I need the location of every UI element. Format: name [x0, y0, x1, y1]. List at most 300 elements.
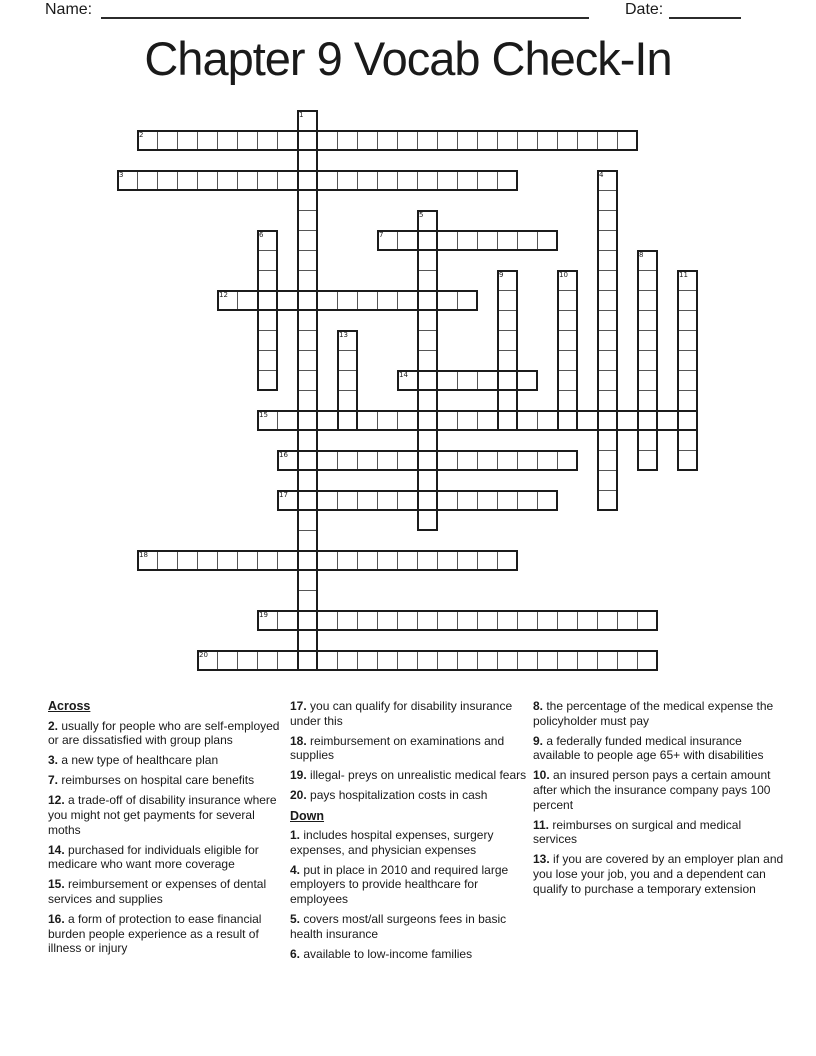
grid-cell[interactable] [257, 270, 278, 291]
grid-cell[interactable] [417, 430, 438, 451]
grid-cell[interactable] [297, 290, 318, 311]
grid-cell[interactable] [297, 630, 318, 651]
grid-cell[interactable] [417, 170, 438, 191]
grid-cell[interactable] [457, 170, 478, 191]
grid-cell[interactable] [277, 130, 298, 151]
grid-cell[interactable] [297, 390, 318, 411]
grid-cell[interactable] [477, 450, 498, 471]
grid-cell[interactable] [437, 650, 458, 671]
grid-cell[interactable] [257, 250, 278, 271]
grid-cell[interactable] [417, 650, 438, 671]
grid-cell[interactable] [157, 170, 178, 191]
grid-cell[interactable] [297, 170, 318, 191]
grid-cell[interactable] [237, 290, 258, 311]
grid-cell[interactable] [397, 610, 418, 631]
grid-cell[interactable] [337, 350, 358, 371]
clue-number: 18. [290, 733, 307, 748]
grid-cell[interactable] [417, 450, 438, 471]
grid-cell[interactable] [377, 450, 398, 471]
grid-cell[interactable] [597, 310, 618, 331]
grid-cell[interactable] [337, 330, 358, 351]
grid-cell[interactable] [597, 170, 618, 191]
grid-cell[interactable] [377, 490, 398, 511]
grid-cell[interactable] [437, 550, 458, 571]
grid-cell[interactable] [597, 650, 618, 671]
grid-cell[interactable] [137, 170, 158, 191]
grid-cell[interactable] [637, 410, 658, 431]
grid-cell[interactable] [377, 290, 398, 311]
grid-cell[interactable] [417, 410, 438, 431]
grid-cell[interactable] [557, 270, 578, 291]
grid-cell[interactable] [597, 610, 618, 631]
grid-cell[interactable] [317, 610, 338, 631]
grid-cell[interactable] [137, 550, 158, 571]
grid-cell[interactable] [617, 130, 638, 151]
grid-cell[interactable] [477, 130, 498, 151]
grid-cell[interactable] [537, 230, 558, 251]
grid-cell[interactable] [677, 410, 698, 431]
grid-cell[interactable] [477, 410, 498, 431]
grid-cell[interactable] [397, 550, 418, 571]
grid-cell[interactable] [297, 450, 318, 471]
grid-cell[interactable] [337, 610, 358, 631]
grid-cell[interactable] [497, 650, 518, 671]
grid-cell[interactable] [157, 130, 178, 151]
clue-number: 16. [48, 912, 65, 927]
grid-cell[interactable] [497, 490, 518, 511]
name-label: Name: [45, 1, 93, 18]
grid-cell[interactable] [397, 650, 418, 671]
grid-cell[interactable] [317, 410, 338, 431]
grid-cell[interactable] [337, 490, 358, 511]
grid-cell[interactable] [557, 290, 578, 311]
grid-cell[interactable] [597, 470, 618, 491]
grid-cell[interactable] [417, 290, 438, 311]
grid-cell[interactable] [557, 370, 578, 391]
grid-cell[interactable] [417, 270, 438, 291]
clues-column-3 [533, 699, 785, 902]
grid-cell[interactable] [297, 150, 318, 171]
grid-cell[interactable] [497, 450, 518, 471]
grid-cell[interactable] [317, 290, 338, 311]
grid-cell[interactable] [217, 130, 238, 151]
grid-cell[interactable] [317, 550, 338, 571]
grid-cell[interactable] [457, 610, 478, 631]
grid-cell[interactable] [497, 130, 518, 151]
clue-13: 13. if you are covered by an employer plan and you lose your job, you and a dependent can qualify to purchase a temporary extension [533, 852, 784, 896]
grid-cell[interactable] [457, 550, 478, 571]
grid-cell[interactable] [417, 370, 438, 391]
grid-cell[interactable] [477, 550, 498, 571]
grid-cell[interactable] [357, 410, 378, 431]
grid-cell[interactable] [377, 550, 398, 571]
grid-cell[interactable] [577, 130, 598, 151]
grid-cell[interactable] [277, 170, 298, 191]
grid-cell[interactable] [377, 410, 398, 431]
grid-cell[interactable] [357, 610, 378, 631]
grid-cell[interactable] [597, 330, 618, 351]
grid-cell[interactable] [417, 490, 438, 511]
grid-cell[interactable] [297, 110, 318, 131]
grid-cell[interactable] [397, 450, 418, 471]
grid-cell[interactable] [637, 250, 658, 271]
grid-cell[interactable] [297, 490, 318, 511]
grid-cell[interactable] [337, 550, 358, 571]
grid-cell[interactable] [557, 310, 578, 331]
grid-cell[interactable] [417, 470, 438, 491]
grid-cell[interactable] [197, 650, 218, 671]
grid-cell[interactable] [517, 610, 538, 631]
grid-cell[interactable] [297, 190, 318, 211]
grid-cell[interactable] [477, 170, 498, 191]
grid-cell[interactable] [377, 610, 398, 631]
grid-cell[interactable] [217, 550, 238, 571]
grid-cell[interactable] [677, 290, 698, 311]
grid-cell[interactable] [597, 450, 618, 471]
grid-cell[interactable] [277, 610, 298, 631]
grid-cell[interactable] [677, 330, 698, 351]
grid-cell[interactable] [357, 130, 378, 151]
clue-number: 12. [48, 793, 65, 808]
grid-cell[interactable] [257, 330, 278, 351]
grid-cell[interactable] [417, 330, 438, 351]
grid-cell[interactable] [597, 390, 618, 411]
clue-number: 9. [533, 733, 544, 748]
grid-cell[interactable] [597, 430, 618, 451]
cell-number: 3 [119, 171, 124, 179]
grid-cell[interactable] [637, 350, 658, 371]
grid-cell[interactable] [297, 270, 318, 291]
grid-cell[interactable] [417, 310, 438, 331]
grid-cell[interactable] [457, 230, 478, 251]
clue-9: 9. a federally funded medical insurance available to people age 65+ with disabilities [533, 733, 764, 763]
grid-cell[interactable] [557, 650, 578, 671]
grid-cell[interactable] [257, 650, 278, 671]
grid-cell[interactable] [517, 450, 538, 471]
grid-cell[interactable] [297, 650, 318, 671]
grid-cell[interactable] [677, 370, 698, 391]
grid-cell[interactable] [217, 170, 238, 191]
grid-cell[interactable] [497, 170, 518, 191]
grid-cell[interactable] [297, 510, 318, 531]
grid-cell[interactable] [337, 650, 358, 671]
grid-cell[interactable] [477, 370, 498, 391]
clue-5: 5. covers most/all surgeons fees in basic health insurance [290, 912, 507, 941]
grid-cell[interactable] [257, 370, 278, 391]
grid-cell[interactable] [497, 230, 518, 251]
grid-cell[interactable] [597, 370, 618, 391]
grid-cell[interactable] [497, 410, 518, 431]
grid-cell[interactable] [597, 490, 618, 511]
grid-cell[interactable] [297, 590, 318, 611]
clue-number: 19. [290, 768, 307, 783]
grid-cell[interactable] [557, 330, 578, 351]
grid-cell[interactable] [577, 410, 598, 431]
grid-cell[interactable] [417, 510, 438, 531]
grid-cell[interactable] [417, 350, 438, 371]
grid-cell[interactable] [397, 130, 418, 151]
grid-cell[interactable] [457, 650, 478, 671]
cell-number: 20 [199, 651, 208, 659]
grid-cell[interactable] [577, 610, 598, 631]
grid-cell[interactable] [277, 290, 298, 311]
grid-cell[interactable] [437, 490, 458, 511]
grid-cell[interactable] [297, 430, 318, 451]
grid-cell[interactable] [137, 130, 158, 151]
grid-cell[interactable] [397, 370, 418, 391]
grid-cell[interactable] [297, 130, 318, 151]
grid-cell[interactable] [197, 550, 218, 571]
grid-cell[interactable] [677, 270, 698, 291]
clue-18: 18. reimbursement on examinations and supplies [290, 733, 505, 763]
grid-cell[interactable] [277, 550, 298, 571]
grid-cell[interactable] [677, 430, 698, 451]
grid-cell[interactable] [477, 650, 498, 671]
grid-cell[interactable] [297, 230, 318, 251]
grid-cell[interactable] [117, 170, 138, 191]
grid-cell[interactable] [297, 250, 318, 271]
grid-cell[interactable] [437, 610, 458, 631]
cell-number: 7 [379, 231, 384, 239]
grid-cell[interactable] [437, 230, 458, 251]
grid-cell[interactable] [537, 610, 558, 631]
grid-cell[interactable] [597, 410, 618, 431]
grid-cell[interactable] [517, 490, 538, 511]
grid-cell[interactable] [317, 130, 338, 151]
grid-cell[interactable] [457, 290, 478, 311]
grid-cell[interactable] [497, 550, 518, 571]
grid-cell[interactable] [677, 390, 698, 411]
grid-cell[interactable] [257, 130, 278, 151]
grid-cell[interactable] [597, 210, 618, 231]
grid-cell[interactable] [417, 130, 438, 151]
grid-cell[interactable] [277, 490, 298, 511]
grid-cell[interactable] [517, 130, 538, 151]
cell-number: 5 [419, 211, 424, 219]
grid-cell[interactable] [237, 550, 258, 571]
grid-cell[interactable] [357, 170, 378, 191]
grid-cell[interactable] [437, 410, 458, 431]
grid-cell[interactable] [297, 610, 318, 631]
grid-cell[interactable] [377, 230, 398, 251]
grid-cell[interactable] [417, 210, 438, 231]
grid-cell[interactable] [637, 450, 658, 471]
grid-cell[interactable] [537, 650, 558, 671]
grid-cell[interactable] [497, 610, 518, 631]
grid-cell[interactable] [337, 410, 358, 431]
grid-cell[interactable] [477, 490, 498, 511]
grid-cell[interactable] [517, 370, 538, 391]
grid-cell[interactable] [497, 270, 518, 291]
grid-cell[interactable] [257, 610, 278, 631]
clue-7: 7. reimburses on hospital care benefits [48, 773, 255, 788]
clue-number: 6. [290, 946, 301, 961]
grid-cell[interactable] [357, 490, 378, 511]
grid-cell[interactable] [277, 450, 298, 471]
grid-cell[interactable] [397, 290, 418, 311]
grid-cell[interactable] [497, 290, 518, 311]
grid-cell[interactable] [377, 130, 398, 151]
grid-cell[interactable] [677, 310, 698, 331]
grid-cell[interactable] [357, 290, 378, 311]
grid-cell[interactable] [417, 610, 438, 631]
clue-number: 3. [48, 753, 59, 768]
grid-cell[interactable] [297, 570, 318, 591]
grid-cell[interactable] [417, 550, 438, 571]
grid-cell[interactable] [357, 450, 378, 471]
grid-cell[interactable] [637, 650, 658, 671]
grid-cell[interactable] [337, 370, 358, 391]
grid-cell[interactable] [557, 450, 578, 471]
grid-cell[interactable] [597, 270, 618, 291]
grid-cell[interactable] [457, 450, 478, 471]
grid-cell[interactable] [537, 130, 558, 151]
grid-cell[interactable] [337, 450, 358, 471]
grid-cell[interactable] [457, 490, 478, 511]
grid-cell[interactable] [377, 650, 398, 671]
grid-cell[interactable] [657, 410, 678, 431]
grid-cell[interactable] [217, 290, 238, 311]
grid-cell[interactable] [197, 170, 218, 191]
cell-number: 19 [259, 611, 268, 619]
grid-cell[interactable] [357, 650, 378, 671]
grid-cell[interactable] [277, 410, 298, 431]
grid-cell[interactable] [177, 130, 198, 151]
grid-cell[interactable] [297, 410, 318, 431]
grid-cell[interactable] [597, 350, 618, 371]
grid-cell[interactable] [677, 350, 698, 371]
clue-16: 16. a form of protection to ease financial burden people experience as a result of illness or injury [48, 912, 262, 956]
grid-cell[interactable] [517, 410, 538, 431]
grid-cell[interactable] [617, 410, 638, 431]
grid-cell[interactable] [517, 230, 538, 251]
grid-cell[interactable] [637, 370, 658, 391]
cell-number: 17 [279, 491, 288, 499]
grid-cell[interactable] [457, 410, 478, 431]
grid-cell[interactable] [637, 610, 658, 631]
grid-cell[interactable] [317, 490, 338, 511]
grid-cell[interactable] [637, 390, 658, 411]
grid-cell[interactable] [437, 370, 458, 391]
grid-cell[interactable] [437, 130, 458, 151]
grid-cell[interactable] [257, 170, 278, 191]
grid-cell[interactable] [557, 350, 578, 371]
grid-cell[interactable] [597, 190, 618, 211]
grid-cell[interactable] [617, 610, 638, 631]
grid-cell[interactable] [437, 170, 458, 191]
grid-cell[interactable] [557, 410, 578, 431]
grid-cell[interactable] [357, 550, 378, 571]
grid-cell[interactable] [677, 450, 698, 471]
grid-cell[interactable] [297, 310, 318, 331]
grid-cell[interactable] [557, 390, 578, 411]
grid-cell[interactable] [317, 170, 338, 191]
grid-cell[interactable] [337, 390, 358, 411]
grid-cell[interactable] [297, 530, 318, 551]
grid-cell[interactable] [457, 370, 478, 391]
grid-cell[interactable] [317, 650, 338, 671]
grid-cell[interactable] [537, 410, 558, 431]
grid-cell[interactable] [597, 250, 618, 271]
grid-cell[interactable] [297, 370, 318, 391]
grid-cell[interactable] [517, 650, 538, 671]
grid-cell[interactable] [337, 130, 358, 151]
grid-cell[interactable] [237, 130, 258, 151]
grid-cell[interactable] [577, 650, 598, 671]
grid-cell[interactable] [377, 170, 398, 191]
grid-cell[interactable] [397, 490, 418, 511]
grid-cell[interactable] [497, 350, 518, 371]
grid-cell[interactable] [257, 290, 278, 311]
grid-cell[interactable] [497, 390, 518, 411]
grid-cell[interactable] [597, 230, 618, 251]
grid-cell[interactable] [477, 610, 498, 631]
grid-cell[interactable] [637, 310, 658, 331]
grid-cell[interactable] [497, 370, 518, 391]
grid-cell[interactable] [537, 450, 558, 471]
grid-cell[interactable] [437, 290, 458, 311]
grid-cell[interactable] [277, 650, 298, 671]
grid-cell[interactable] [237, 170, 258, 191]
grid-cell[interactable] [217, 650, 238, 671]
grid-cell[interactable] [317, 450, 338, 471]
grid-cell[interactable] [457, 130, 478, 151]
grid-cell[interactable] [337, 290, 358, 311]
grid-cell[interactable] [257, 310, 278, 331]
grid-cell[interactable] [297, 210, 318, 231]
clue-number: 8. [533, 699, 544, 713]
clue-10: 10. an insured person pays a certain amount after which the insurance company pays 100 percent [533, 768, 771, 812]
grid-cell[interactable] [397, 170, 418, 191]
grid-cell[interactable] [557, 130, 578, 151]
grid-cell[interactable] [297, 330, 318, 351]
grid-cell[interactable] [477, 230, 498, 251]
grid-cell[interactable] [237, 650, 258, 671]
grid-cell[interactable] [397, 230, 418, 251]
grid-cell[interactable] [637, 430, 658, 451]
grid-cell[interactable] [257, 350, 278, 371]
grid-cell[interactable] [497, 310, 518, 331]
grid-cell[interactable] [417, 390, 438, 411]
grid-cell[interactable] [417, 250, 438, 271]
grid-cell[interactable] [537, 490, 558, 511]
grid-cell[interactable] [637, 270, 658, 291]
grid-cell[interactable] [297, 470, 318, 491]
grid-cell[interactable] [417, 230, 438, 251]
grid-cell[interactable] [177, 170, 198, 191]
grid-cell[interactable] [257, 410, 278, 431]
grid-cell[interactable] [497, 330, 518, 351]
grid-cell[interactable] [297, 350, 318, 371]
grid-cell[interactable] [257, 230, 278, 251]
grid-cell[interactable] [257, 550, 278, 571]
clue-number: 14. [48, 842, 65, 857]
grid-cell[interactable] [597, 130, 618, 151]
grid-cell[interactable] [177, 550, 198, 571]
grid-cell[interactable] [297, 550, 318, 571]
grid-cell[interactable] [597, 290, 618, 311]
grid-cell[interactable] [637, 290, 658, 311]
grid-cell[interactable] [197, 130, 218, 151]
grid-cell[interactable] [157, 550, 178, 571]
grid-cell[interactable] [337, 170, 358, 191]
grid-cell[interactable] [397, 410, 418, 431]
grid-cell[interactable] [637, 330, 658, 351]
grid-cell[interactable] [617, 650, 638, 671]
grid-cell[interactable] [557, 610, 578, 631]
clue-2: 2. usually for people who are self-employed or are dissatisfied with group plans [48, 718, 280, 748]
grid-cell[interactable] [437, 450, 458, 471]
